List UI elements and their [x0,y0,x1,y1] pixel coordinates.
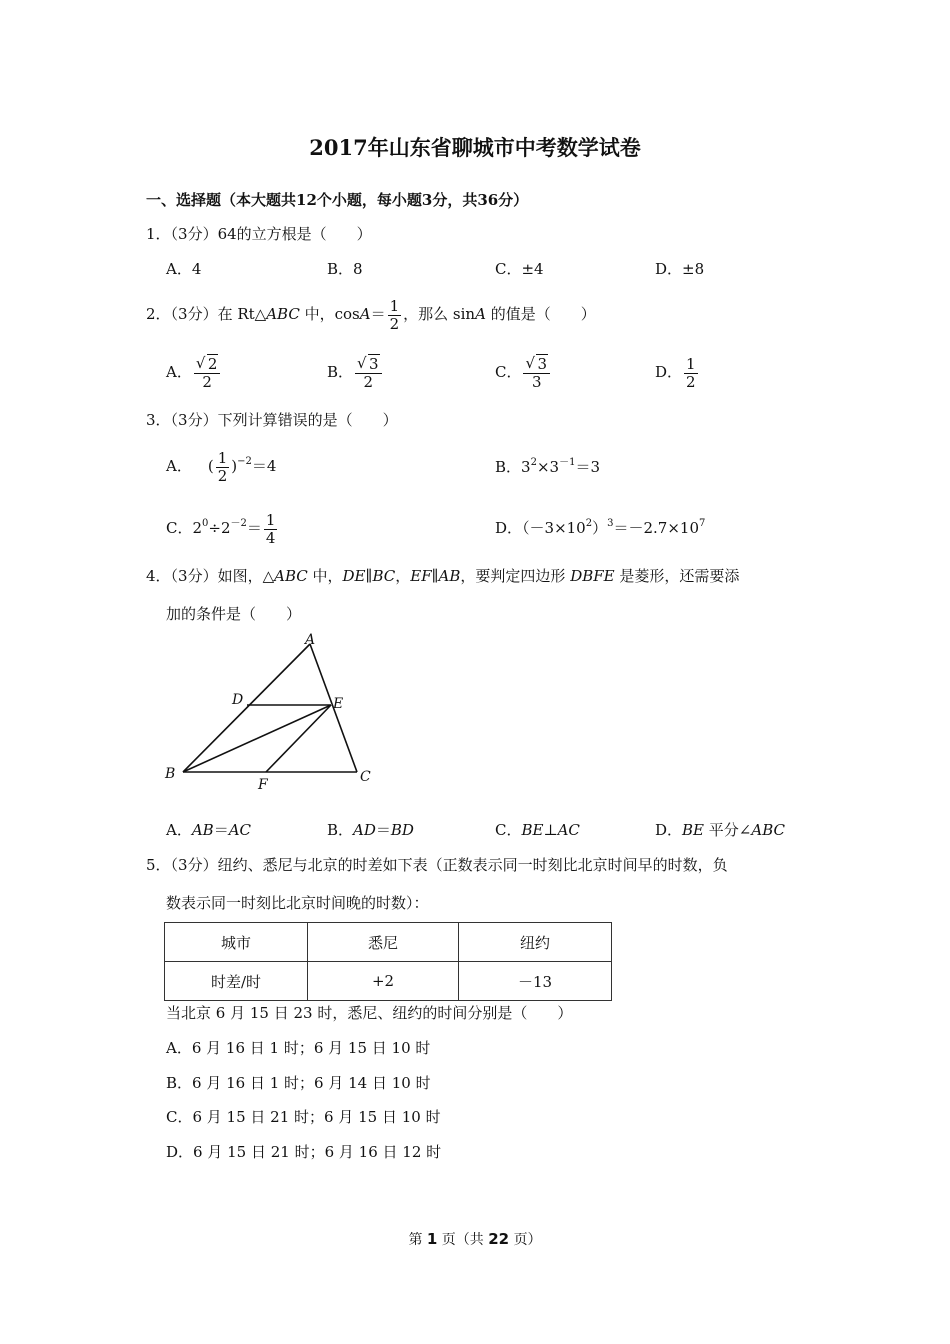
q2-stem-after: ，那么 sin [403,305,476,323]
table-header-row [165,923,612,962]
q3-c-label: C． [166,519,193,537]
q4-par2: ∥ [431,567,439,585]
q3-c-base: 2 [192,519,203,537]
q3-b-exp2: －1 [559,457,576,468]
q4-bc: BC [372,567,396,585]
q2-b-sqrt [357,353,380,373]
footer-mid: 页（共 [441,1232,484,1248]
exam-title: 2017年山东省聊城市中考数学试卷 [309,135,641,160]
q4-p4: 是菱形，还需要添 [614,567,740,585]
q3-d-close: ） [592,519,608,537]
point-label-d: D [232,692,244,708]
q4-b-op: ＝ [375,821,391,839]
q4-p3: ，要判定四边形 [460,567,571,585]
q3-a-open: ( [207,457,214,475]
q4-ef: EF [410,567,432,585]
q2-b-radicand: 3 [369,354,379,373]
q2-b-num-wrap [355,353,382,374]
table-header-cell: 城市 [165,923,308,962]
q3-b-exp1: 2 [530,457,537,468]
q1-stem: 1．（3分）64的立方根是（ ） [146,225,372,243]
q2-stem-lead: 2．（3分）在 Rt△ [146,305,267,323]
table-cell: +2 [308,962,459,1001]
q4-stem-line1 [146,566,739,586]
q1-option-d[interactable]: D．±8 [655,260,705,278]
table-header-cell: 纽约 [459,923,612,962]
q2-d-den: 2 [686,372,696,391]
q4-p1: 中， [307,567,343,585]
q4-d-label: D． [655,821,683,839]
footer-total-pages: 22 [488,1230,510,1248]
q3-stem: 3．（3分）下列计算错误的是（ ） [146,411,398,429]
q3-c-exp1: 0 [202,518,209,529]
q4-c-left: BE [521,821,544,839]
q4-b-right: BD [390,821,414,839]
q3-c-num: 1 [265,510,276,529]
q2-a-num-wrap [194,353,221,374]
q4-option-c[interactable] [495,820,580,840]
q4-lead: 4．（3分）如图，△ [146,567,275,585]
q3-a-exp: −2 [237,456,252,467]
q3-c-fraction [264,512,278,547]
q2-option-c[interactable] [495,352,552,392]
q5-option-c[interactable]: C．6 月 15 日 21 时；6 月 15 日 10 时 [166,1108,441,1126]
q4-triangle-figure [160,628,390,798]
q4-c-right: AC [557,821,580,839]
table-header-cell: 悉尼 [308,923,459,962]
q2-stem [146,296,596,333]
q4-d-right: ABC [751,821,785,839]
q4-dbfe: DBFE [570,567,615,585]
q3-c-mid: ÷2 [208,519,231,537]
q2-c-den: 3 [531,372,542,391]
q2-a-sqrt [195,353,219,373]
q3-d-exp3: 7 [699,518,706,529]
q3-c-exp2: －2 [230,518,247,529]
q2-option-a[interactable] [166,352,222,392]
q4-a-left: AB [191,821,214,839]
q4-option-a[interactable] [166,820,251,840]
q2-c-sqrt [525,353,548,373]
q3-option-b[interactable] [495,457,600,477]
q2-c-radicand: 3 [537,354,548,373]
q2-c-fraction [523,353,550,391]
q5-question: 当北京 6 月 15 日 23 时，悉尼、纽约的时间分别是（ ） [166,1004,573,1022]
footer-pre: 第 [408,1232,423,1248]
q5-option-a[interactable]: A．6 月 16 日 1 时；6 月 15 日 10 时 [166,1039,431,1057]
q2-a-radicand: 2 [207,354,218,373]
q2-stem-mid: 中，cos [299,305,360,323]
q3-a-den: 2 [217,466,228,485]
q2-option-b[interactable] [327,352,384,392]
q3-c-eq: ＝ [246,519,262,537]
q3-c-den: 4 [265,528,276,547]
q3-option-a[interactable] [166,446,276,486]
q2-stem-a: A [359,305,371,323]
q3-d-label: D． [495,519,523,537]
time-difference-table [164,922,612,1001]
point-label-f: F [258,777,268,793]
q3-a-tail: ＝4 [251,457,277,475]
q5-stem-line2: 数表示同一时刻比北京时间晚的时数）： [166,894,429,912]
section-heading: 一、选择题（本大题共12个小题，每小题3分，共36分） [146,191,529,209]
q4-a-op: ＝ [213,821,229,839]
q2-d-num: 1 [686,354,696,373]
q2-b-fraction [355,353,382,391]
q2-a-fraction [194,353,221,391]
q4-c-label: C． [495,821,522,839]
q2-d-label: D． [655,363,683,381]
q2-stem-frac-den: 2 [389,314,400,333]
q2-stem-abc: ABC [266,305,300,323]
q5-option-b[interactable]: B．6 月 16 日 1 时；6 月 14 日 10 时 [166,1074,431,1092]
q4-de: DE [342,567,366,585]
footer-post: 页） [513,1232,542,1248]
q4-p2: ， [395,567,411,585]
q3-option-d[interactable] [495,518,705,538]
footer-page-number: 1 [426,1230,438,1248]
q4-ab: AB [438,567,461,585]
q3-d-exp2: 3 [607,518,614,529]
q4-d-left: BE [682,821,705,839]
q1-option-a[interactable]: A．4 [166,260,202,278]
radical-icon: √ [525,353,536,372]
q3-a-num: 1 [217,448,228,467]
q4-c-op: ⊥ [543,821,558,839]
table-cell: 时差/时 [165,962,308,1001]
q1-option-b[interactable]: B．8 [327,260,363,278]
q3-a-close: ) [231,457,238,475]
segment-be [183,705,331,772]
q2-a-label: A． [166,363,192,381]
point-label-c: C [360,769,371,785]
point-label-e: E [333,696,344,712]
q4-d-op: 平分∠ [704,821,752,839]
q5-option-d[interactable]: D．6 月 15 日 21 时；6 月 16 日 12 时 [166,1143,442,1161]
q3-option-c[interactable] [166,508,279,548]
q4-option-d[interactable] [655,820,785,840]
q2-b-den: 2 [363,372,374,391]
q3-d-eq: ＝－2.7×10 [613,519,700,537]
point-label-b: B [165,766,176,782]
q3-a-fraction [216,450,230,485]
q2-c-num-wrap [523,353,550,374]
q2-b-label: B． [327,363,354,381]
q3-b-base: 3 [521,458,531,476]
q4-a-right: AC [228,821,252,839]
q3-b-tail: ＝3 [575,458,600,476]
q3-b-mid: ×3 [536,458,560,476]
q2-d-fraction [684,356,698,391]
radical-icon: √ [195,353,206,372]
point-label-a: A [305,632,316,648]
q5-stem-line1: 5．（3分）纽约、悉尼与北京的时差如下表（正数表示同一时刻比北京时间早的时数，负 [146,856,728,874]
q2-stem-fraction [388,298,402,333]
q3-d-open: （－3×10 [522,519,586,537]
q4-option-b[interactable] [327,820,414,840]
page-footer [0,1229,950,1250]
q4-abc: ABC [274,567,308,585]
q4-a-label: A． [166,821,192,839]
table-cell: －13 [459,962,612,1001]
table-row [165,962,612,1001]
q2-stem-eq: ＝ [370,305,386,323]
segment-ef [266,705,331,772]
q2-a-den: 2 [202,372,212,391]
q1-option-c[interactable]: C．±4 [495,260,544,278]
q2-stem-tail: 的值是（ ） [485,305,596,323]
q4-b-left: AD [353,821,376,839]
radical-icon: √ [357,353,367,372]
q2-c-label: C． [495,363,522,381]
q4-stem-line2: 加的条件是（ ） [166,605,302,623]
q2-option-d[interactable] [655,352,700,392]
q2-stem-a2: A [475,305,486,323]
segment-ab [183,644,310,772]
q4-b-label: B． [327,821,354,839]
q4-par1: ∥ [365,567,373,585]
q2-stem-frac-num: 1 [389,296,400,315]
q3-b-label: B． [495,458,522,476]
q3-a-label: A． [166,457,192,475]
q3-d-exp1: 2 [585,518,593,529]
